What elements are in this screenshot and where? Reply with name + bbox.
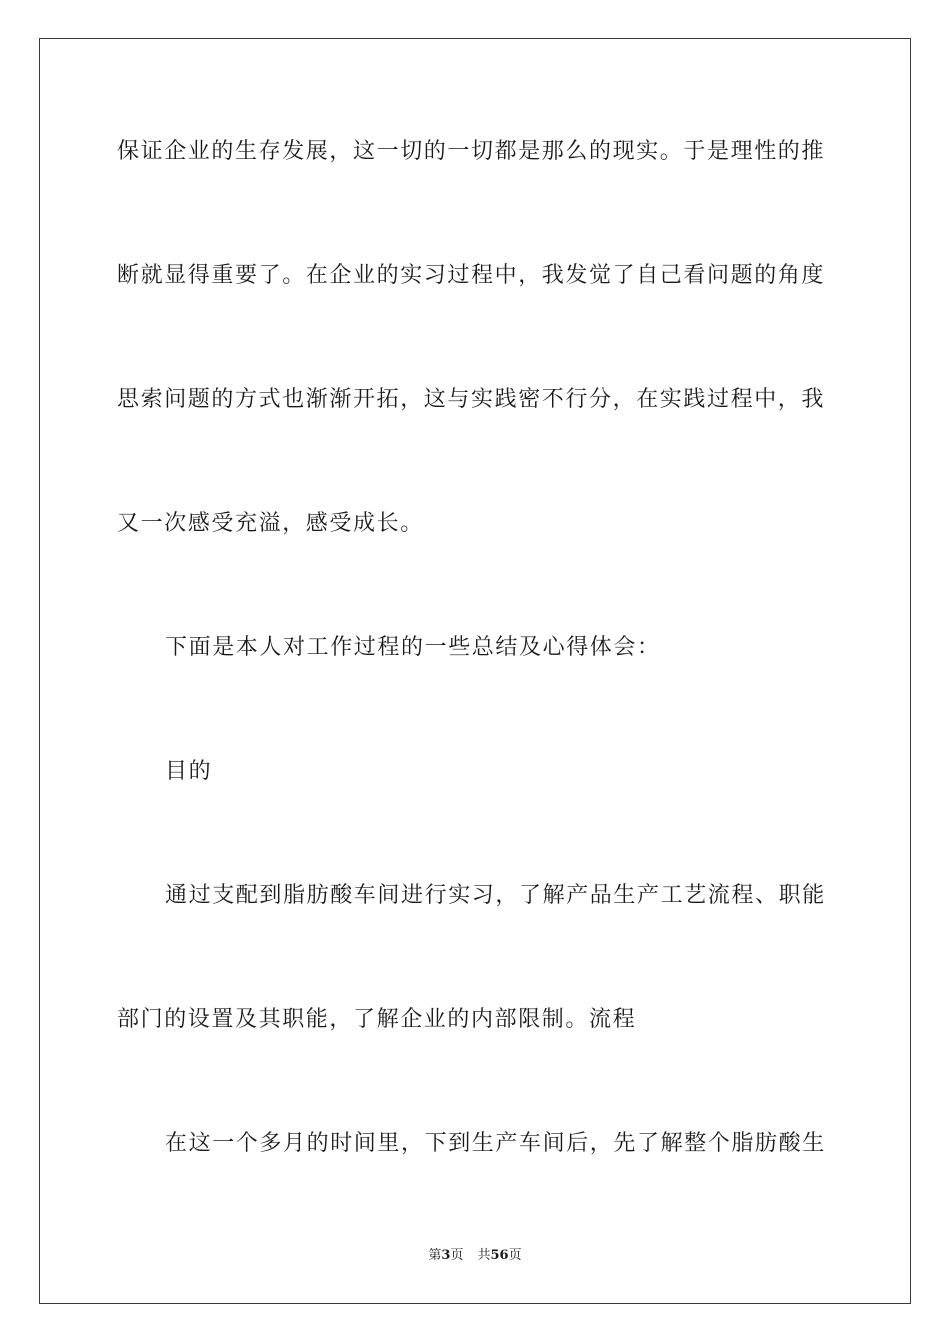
total-prefix: 共 bbox=[477, 1248, 491, 1263]
paragraph-line: 思索问题的方式也渐渐开拓，这与实践密不行分，在实践过程中，我 bbox=[117, 387, 826, 412]
page-prefix: 第 bbox=[428, 1248, 442, 1263]
paragraph-line: 保证企业的生存发展，这一切的一切都是那么的现实。于是理性的推 bbox=[117, 139, 826, 164]
total-suffix: 页 bbox=[508, 1248, 522, 1263]
paragraph-line: 在这一个多月的时间里，下到生产车间后，先了解整个脂肪酸生 bbox=[165, 1131, 826, 1156]
paragraph-line: 通过支配到脂肪酸车间进行实习，了解产品生产工艺流程、职能 bbox=[165, 883, 826, 908]
total-page-count: 56 bbox=[490, 1248, 509, 1263]
paragraph-line: 部门的设置及其职能，了解企业的内部限制。流程 bbox=[117, 1007, 637, 1032]
page-border bbox=[39, 38, 911, 1304]
current-page-number: 3 bbox=[441, 1248, 451, 1263]
paragraph-line: 断就显得重要了。在企业的实习过程中，我发觉了自己看问题的角度 bbox=[117, 263, 826, 288]
page-footer bbox=[0, 1247, 950, 1265]
paragraph-line: 下面是本人对工作过程的一些总结及心得体会： bbox=[165, 635, 661, 660]
paragraph-line: 又一次感受充溢，感受成长。 bbox=[117, 511, 424, 536]
section-heading: 目的 bbox=[165, 759, 213, 784]
page-suffix: 页 bbox=[450, 1248, 464, 1263]
